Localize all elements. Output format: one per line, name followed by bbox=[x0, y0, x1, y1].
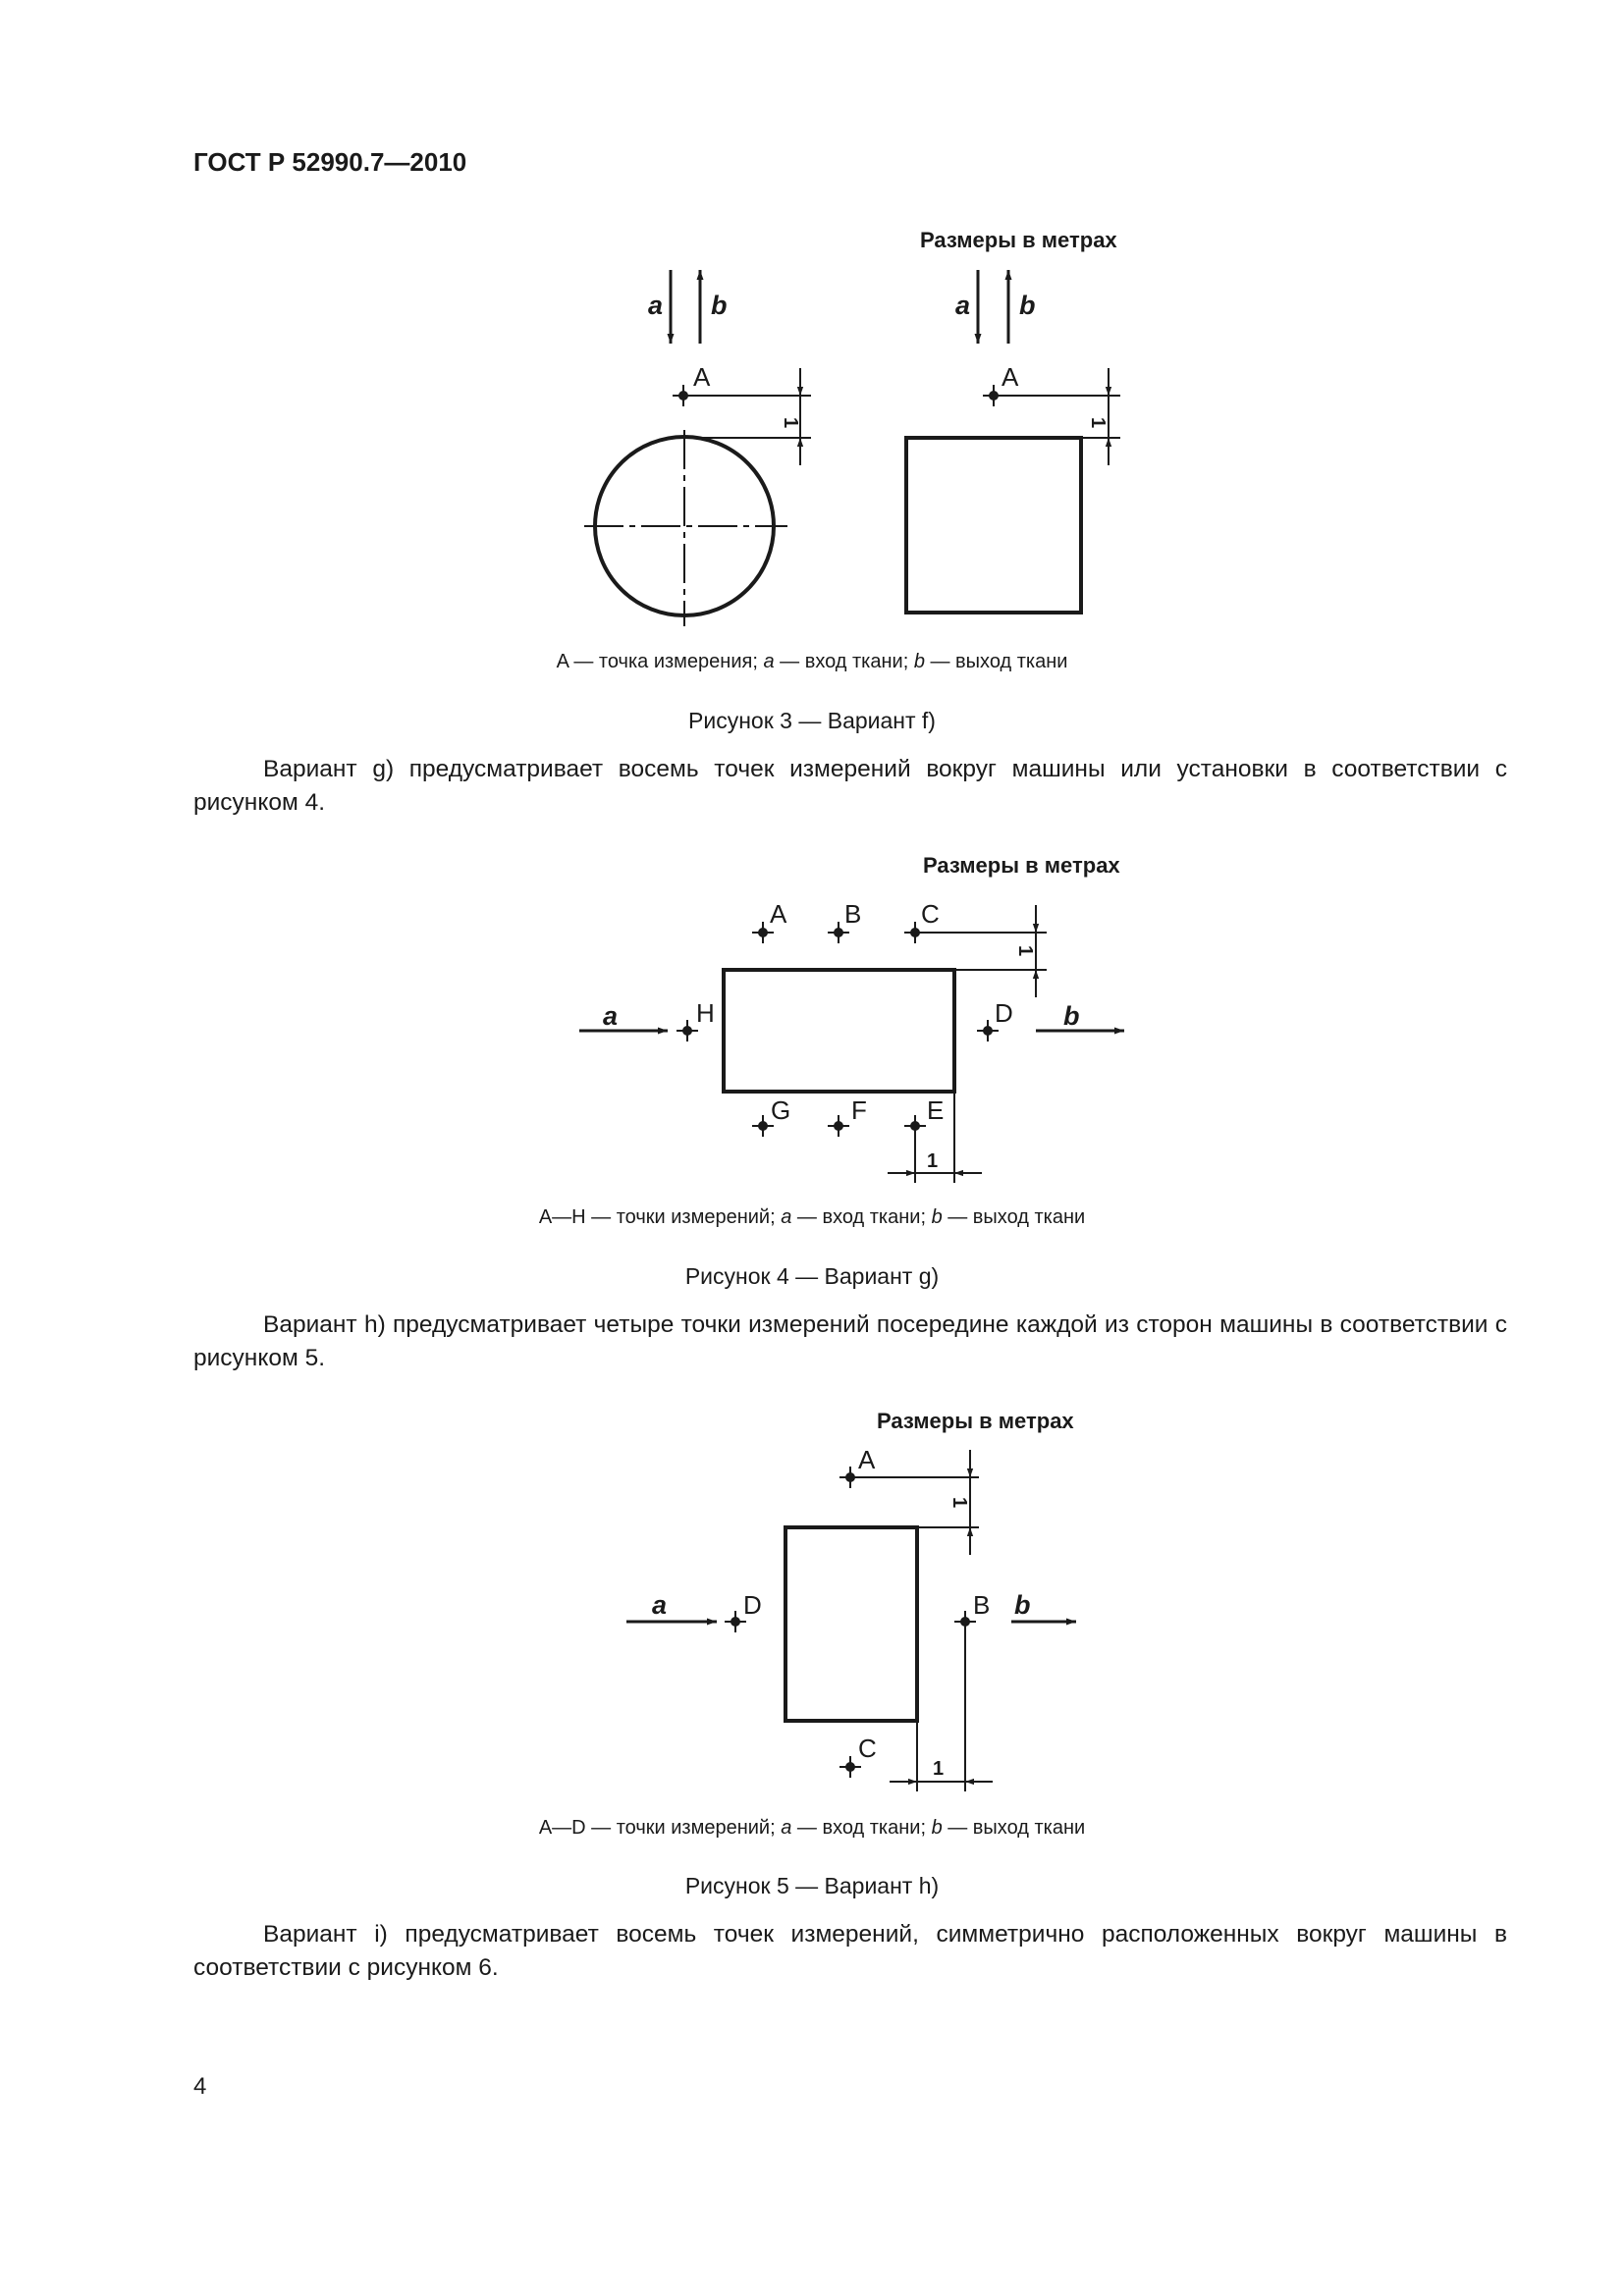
machine-outline bbox=[724, 970, 954, 1092]
figure3-units-note: Размеры в метрах bbox=[920, 228, 1117, 252]
point-label-b: B bbox=[844, 899, 862, 929]
fabric-in-label: a bbox=[648, 291, 664, 320]
point-label-d: D bbox=[995, 998, 1013, 1028]
page-number: 4 bbox=[193, 2073, 207, 2100]
paragraph-variant-g: Вариант g) предусматривает восемь точек измерений вокруг машины или установки в соответствии с рисунком 4. bbox=[193, 756, 1507, 816]
dimension-label-bottom: 1 bbox=[933, 1758, 945, 1780]
figure4-drawing bbox=[0, 883, 1624, 1198]
fabric-out-label: b bbox=[1063, 1001, 1080, 1031]
figure3-drawing bbox=[0, 255, 1624, 677]
fabric-out-label-right: b bbox=[1019, 291, 1036, 320]
dimension-label-bottom: 1 bbox=[927, 1150, 939, 1172]
figure5-drawing bbox=[0, 1438, 1624, 1801]
point-label-g: G bbox=[771, 1095, 791, 1125]
point-label: A bbox=[693, 362, 711, 392]
figure5-legend: A—D — точки измерений; a — вход ткани; b — выход ткани bbox=[538, 1817, 1086, 1839]
dimension-label: 1 bbox=[780, 417, 801, 429]
fabric-in-label: a bbox=[652, 1590, 668, 1620]
fabric-in-label: a bbox=[603, 1001, 619, 1031]
point-label-right: A bbox=[1001, 362, 1019, 392]
dimension-label-top: 1 bbox=[948, 1497, 970, 1509]
machine-outline bbox=[785, 1527, 917, 1721]
measurement-point-h bbox=[677, 1020, 698, 1041]
figure4-caption: Рисунок 4 — Вариант g) bbox=[684, 1263, 940, 1289]
dimension-label-top: 1 bbox=[1014, 945, 1036, 957]
fabric-out-label: b bbox=[1014, 1590, 1031, 1620]
paragraph-variant-h: Вариант h) предусматривает четыре точки измерений посередине каждой из сторон машины в соответствии с рисунком 5. bbox=[193, 1311, 1507, 1371]
point-label-d: D bbox=[743, 1590, 762, 1620]
point-label-h: H bbox=[696, 998, 715, 1028]
point-label-c: C bbox=[921, 899, 940, 929]
point-label-b: B bbox=[973, 1590, 991, 1620]
document-header: ГОСТ Р 52990.7—2010 bbox=[193, 147, 467, 177]
figure5-caption: Рисунок 5 — Вариант h) bbox=[684, 1873, 940, 1898]
point-label-c: C bbox=[858, 1734, 877, 1763]
paragraph-variant-i: Вариант i) предусматривает восемь точек измерений, симметрично расположенных вокруг машины в соответствии с рисунком 6. bbox=[193, 1921, 1507, 1981]
fabric-out-label: b bbox=[711, 291, 728, 320]
figure3-legend: A — точка измерения; a — вход ткани; b — выход ткани bbox=[556, 651, 1068, 672]
measurement-point-f bbox=[828, 1115, 849, 1137]
fabric-in-label-right: a bbox=[955, 291, 971, 320]
dimension-label-right: 1 bbox=[1087, 417, 1109, 429]
point-label-f: F bbox=[851, 1095, 867, 1125]
figure4-units-note: Размеры в метрах bbox=[923, 853, 1120, 878]
point-label-a: A bbox=[858, 1445, 876, 1474]
figure4-legend: A—H — точки измерений; a — вход ткани; b — выход ткани bbox=[538, 1206, 1086, 1228]
point-label-a: A bbox=[770, 899, 787, 929]
square-machine-outline bbox=[906, 438, 1081, 613]
figure5-units-note: Размеры в метрах bbox=[877, 1409, 1074, 1433]
figure3-caption: Рисунок 3 — Вариант f) bbox=[688, 708, 936, 733]
point-label-e: E bbox=[927, 1095, 945, 1125]
